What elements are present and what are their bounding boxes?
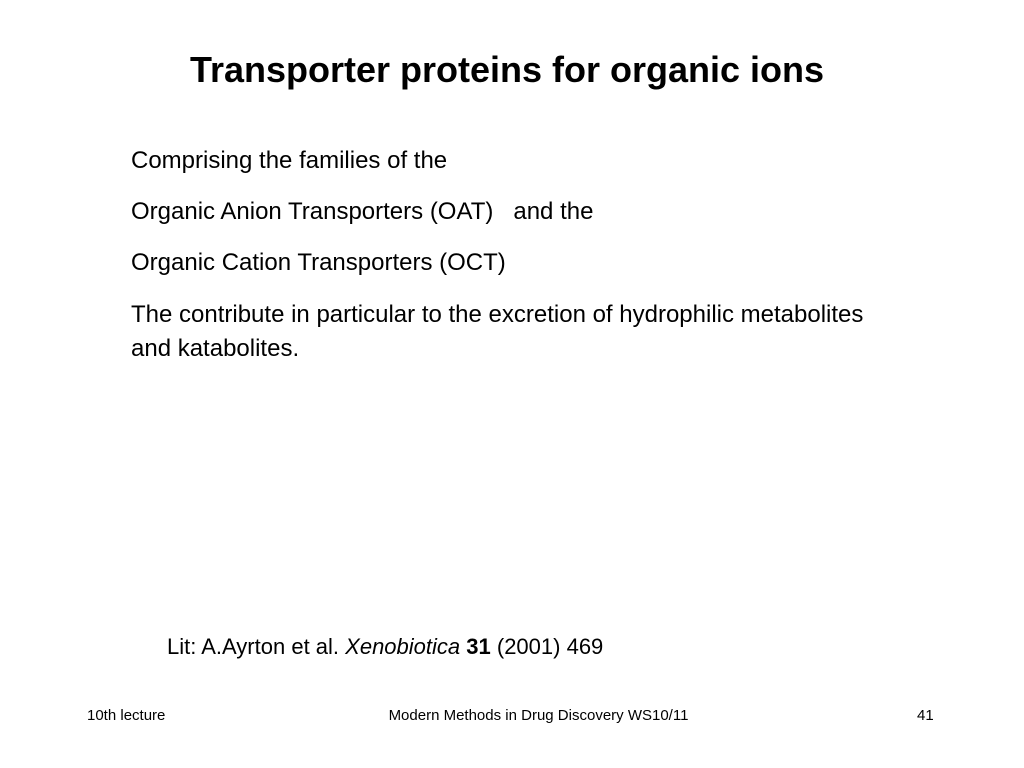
body-line-oct: Organic Cation Transporters (OCT): [131, 249, 506, 276]
literature-reference: [167, 633, 603, 661]
body-line-excretion: The contribute in particular to the excretion of hydrophilic metabolites and katabolites.: [131, 301, 864, 362]
slide-title: Transporter proteins for organic ions: [189, 49, 825, 90]
slide-body: [131, 145, 891, 386]
literature-suffix: (2001) 469: [496, 634, 604, 659]
footer-page-number: 41: [917, 707, 934, 724]
literature-prefix: Lit: A.Ayrton et al.: [167, 634, 340, 659]
footer-lecture: 10th lecture: [87, 707, 166, 724]
literature-journal: Xenobiotica: [345, 634, 461, 659]
footer-course: Modern Methods in Drug Discovery WS10/11: [388, 707, 689, 724]
literature-volume: 31: [466, 634, 491, 659]
body-line-oat: Organic Anion Transporters (OAT) and the: [131, 198, 594, 225]
body-line-families: Comprising the families of the: [131, 147, 448, 174]
